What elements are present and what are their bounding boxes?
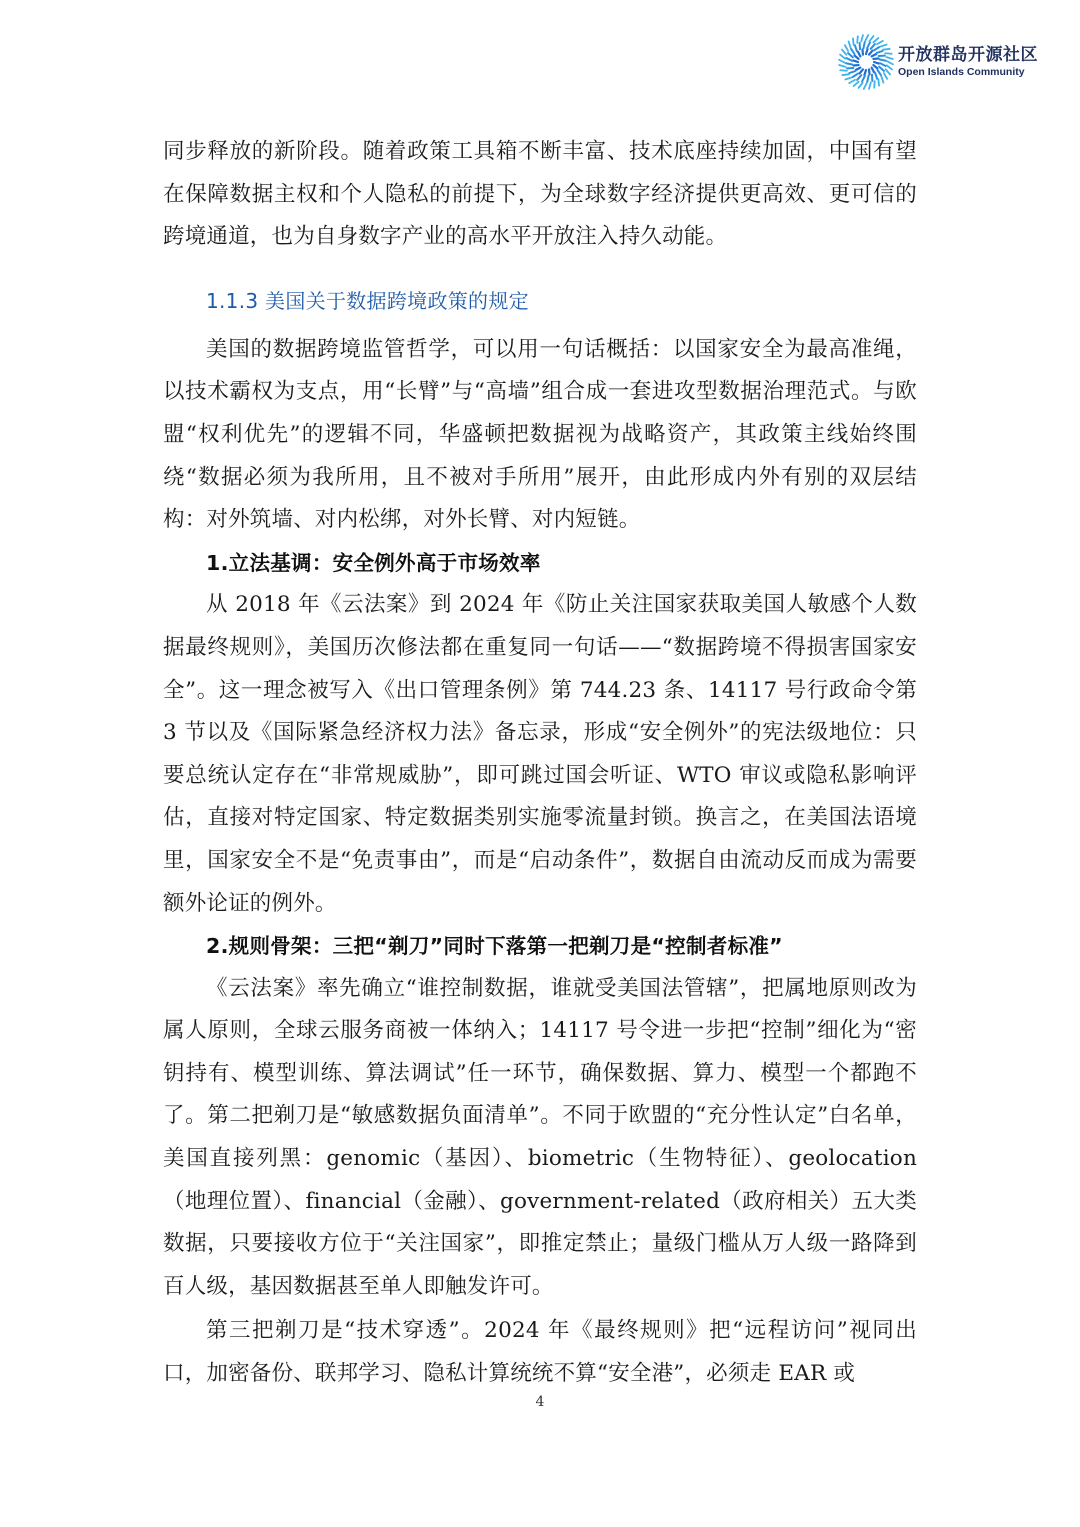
logo-ray	[855, 56, 859, 59]
document-body	[163, 131, 917, 1396]
logo-ray	[886, 57, 892, 59]
logo-ray	[863, 42, 864, 48]
logo-ray	[880, 45, 886, 47]
logo-ray	[872, 54, 877, 56]
logo-ray	[860, 69, 863, 73]
logo-ray	[842, 50, 846, 55]
logo-ray	[878, 70, 881, 75]
logo-ray	[861, 35, 863, 41]
logo-ray	[857, 75, 861, 80]
logo-ray	[874, 47, 879, 50]
logo-ray	[877, 51, 883, 53]
logo-ray	[877, 41, 883, 44]
logo-ray	[880, 63, 886, 66]
logo-ray	[840, 70, 847, 71]
logo-ray	[855, 45, 857, 51]
logo-chinese-name: 开放群岛开源社区	[898, 45, 1038, 65]
logo-ray	[865, 35, 868, 41]
logo-ray	[887, 65, 892, 69]
paragraph-legislative-tone: 从 2018 年《云法案》到 2024 年《防止关注国家获取美国人敏感个人数据最终规则》，美国历次修法都在重复同一句话——“数据跨境不得损害国家安全”。这一理念被写入《出口管理条例》第 744.23 条、14117 号行政命令第 3 节以及《国际紧急经济权力法》备忘录，形成“安全例外”的宪法级地位：只要总统认定存在“非常规威胁”，即可跳过国会听证、WTO 审议或隐私影响评估，直接对特定国家、特定数据类别实施零流量封锁。换言之，在美国法语境里，国家安全不是“免责事由”，而是“启动条件”，数据自由流动反而成为需要额外论证的例外。	[163, 592, 917, 916]
subheading-legislative-tone: 1.立法基调：安全例外高于市场效率	[206, 550, 541, 575]
logo-ray	[880, 59, 886, 60]
logo-ray	[842, 74, 849, 75]
paragraph-us-philosophy: 美国的数据跨境监管哲学，可以用一句话概括：以国家安全为最高准绳，以技术霸权为支点，用“长臂”与“高墙”组合成一套进攻型数据治理范式。与欧盟“权利优先”的逻辑不同，华盛顿把数据视为战略资产，其政策主线始终围绕“数据必须为我所用，且不被对手所用”展开，由此形成内外有别的双层结构：对外筑墙、对内松绑，对外长臂、对内短链。	[163, 336, 917, 533]
logo-ray	[839, 60, 845, 63]
logo-ray	[864, 83, 867, 89]
logo-ray	[887, 61, 893, 64]
logo-ray	[853, 74, 858, 77]
logo-ray	[869, 82, 871, 88]
logo-ray	[849, 41, 851, 47]
logo-ray	[884, 73, 887, 79]
logo-ray	[883, 49, 890, 50]
logo-english-name: Open Islands Community	[898, 66, 1025, 78]
logo-ray	[869, 51, 872, 55]
subheading-rule-framework: 2.规则骨架：三把“剃刀”同时下落第一把剃刀是“控制者标准”	[206, 934, 783, 959]
logo-ray	[864, 70, 866, 75]
logo-ray	[879, 67, 884, 71]
logo-ray	[857, 36, 858, 43]
logo-ray	[874, 81, 875, 88]
page-number: 4	[535, 1394, 545, 1410]
logo-ray	[853, 38, 854, 45]
logo-ray	[839, 65, 845, 67]
logo-ray	[851, 49, 854, 54]
logo-ray	[846, 63, 852, 64]
logo-ray	[875, 73, 877, 79]
logo-ray	[874, 62, 879, 64]
logo-ray	[885, 53, 892, 54]
logo-ray	[859, 83, 863, 88]
logo-ray	[867, 76, 868, 82]
logo-ray	[854, 82, 859, 86]
logo-ray	[853, 60, 858, 62]
logo-ray	[840, 55, 845, 59]
logo-ray	[849, 80, 855, 83]
logo-ray	[881, 76, 883, 82]
logo-ray	[871, 44, 875, 49]
logo-ray	[872, 68, 874, 73]
logo-ray	[869, 36, 873, 41]
section-heading-1-1-3: 1.1.3 美国关于数据跨境政策的规定	[206, 288, 529, 313]
logo-ray	[845, 45, 848, 51]
logo-ray	[856, 68, 861, 70]
logo-ray	[858, 52, 860, 57]
logo-ray	[845, 77, 851, 79]
logo-ray	[873, 65, 877, 68]
paragraph-continued: 同步释放的新阶段。随着政策工具箱不断丰富、技术底座持续加固，中国有望在保障数据主权和个人隐私的前提下，为全球数字经济提供更高效、更可信的跨境通道，也为自身数字产业的高水平开放注入持久动能。	[163, 139, 917, 250]
logo-ray	[866, 49, 868, 54]
logo-ray	[878, 79, 879, 86]
paragraph-rule-framework: 《云法案》率先确立“谁控制数据，谁就受美国法管辖”，把属地原则改为属人原则，全球云服务商被一体纳入；14117 号令进一步把“控制”细化为“密钥持有、模型训练、算法调试”任一环节，确保数据、算力、模型一个都跑不了。第二把剃刀是“敏感数据负面清单”。不同于欧盟的“充分性认定”白名单，美国直接列黑：genomic（基因）、biometric（生物特征）、geolocation（地理位置）、financial（金融）、government-related（政府相关）五大类数据，只要接收方位于“关注国家”，即推定禁止；量级门槛从万人级一路降到百人级，基因数据甚至单人即触发许可。	[163, 975, 917, 1299]
header-logo	[838, 34, 1038, 90]
logo-ray	[873, 38, 878, 42]
logo-ray	[886, 69, 890, 74]
logo-ray	[846, 58, 852, 61]
paragraph-third-razor: 第三把剃刀是“技术穿透”。2024 年《最终规则》把“远程访问”视同出口，加密备份、联邦学习、隐私计算统统不算“安全港”，必须走 EAR 或	[163, 1318, 917, 1387]
open-islands-logo-icon	[838, 34, 894, 90]
logo-ray	[867, 42, 870, 48]
logo-ray	[849, 71, 855, 73]
logo-text	[898, 45, 1038, 79]
logo-ray	[848, 53, 853, 57]
logo-ray	[862, 76, 865, 82]
